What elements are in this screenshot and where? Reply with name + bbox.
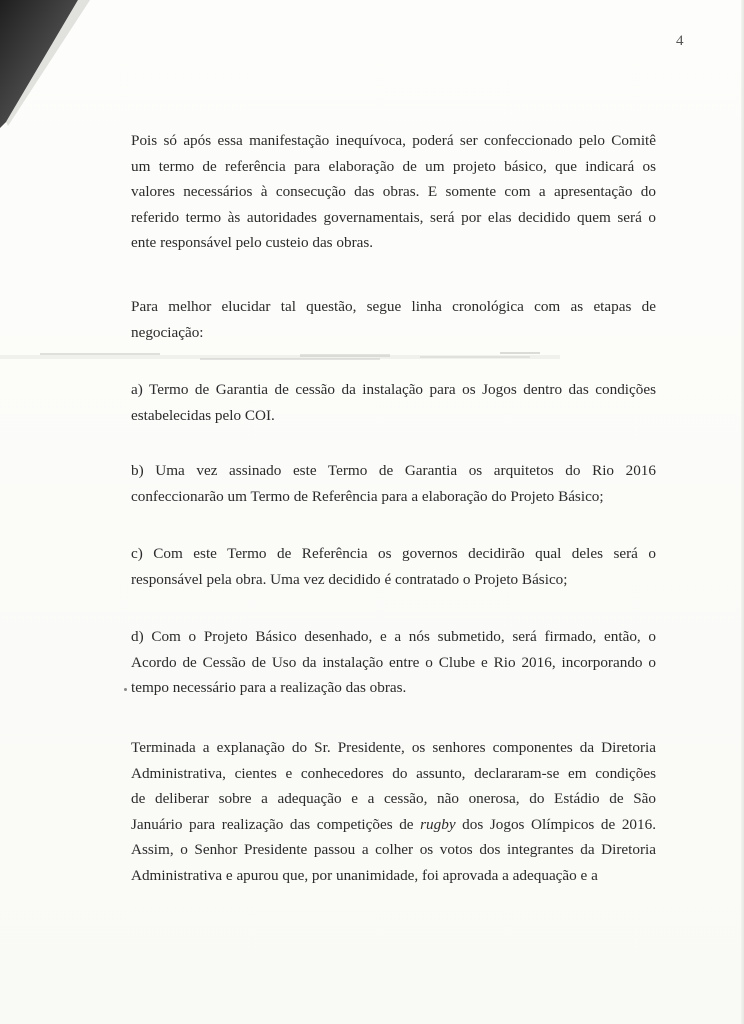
paragraph-line: c) Com este Termo de Referência os governos decidirão qual deles será o: [131, 545, 656, 562]
paragraph-line: confeccionarão um Termo de Referência para a elaboração do Projeto Básico;: [131, 487, 604, 505]
scanner-noise-streak: [0, 346, 744, 368]
line-text: dos Jogos Olímpicos de 2016.: [455, 815, 656, 833]
paragraph-line: ente responsável pelo custeio das obras.: [131, 234, 374, 251]
paragraph-line: d) Com o Projeto Básico desenhado, e a nós submetido, será firmado, então, o: [131, 628, 656, 645]
list-item-b: [131, 458, 656, 509]
paragraph-line: Assim, o Senhor Presidente passou a colher os votos dos integrantes da Diretoria: [131, 841, 656, 858]
paragraph-timeline-intro: [131, 294, 656, 345]
scan-speck: [124, 688, 127, 691]
paragraph-line: responsável pela obra. Uma vez decidido é contratado o Projeto Básico;: [131, 570, 568, 588]
paragraph-line: valores necessários à consecução das obras. E somente com a apresentação do: [131, 183, 656, 200]
list-item-c: [131, 541, 656, 592]
paragraph-line: a) Termo de Garantia de cessão da instalação para os Jogos dentro das condições: [131, 381, 656, 398]
paragraph-line: Pois só após essa manifestação inequívoca, poderá ser confeccionado pelo Comitê: [131, 132, 656, 149]
paragraph-conclusion: [131, 735, 656, 888]
paragraph-line: tempo necessário para a realização das obras.: [131, 679, 407, 696]
paragraph-line: negociação:: [131, 323, 204, 341]
paragraph-intro: [131, 128, 656, 256]
paragraph-line: de deliberar sobre a adequação e a cessão, não onerosa, do Estádio de São: [131, 790, 656, 807]
paragraph-line: [131, 812, 656, 838]
paragraph-line: Administrativa, cientes e conhecedores do assunto, declararam-se em condições: [131, 764, 656, 782]
paragraph-line: Terminada a explanação do Sr. Presidente, os senhores componentes da Diretoria: [131, 739, 656, 756]
paragraph-line: Para melhor elucidar tal questão, segue linha cronológica com as etapas de: [131, 298, 656, 315]
list-item-a: [131, 377, 656, 428]
italic-term: rugby: [420, 815, 456, 833]
list-item-d: [131, 624, 656, 701]
paragraph-line: referido termo às autoridades governamentais, será por elas decidido quem será o: [131, 208, 656, 226]
folded-corner-shadow: [0, 0, 90, 130]
paragraph-line: um termo de referência para elaboração de um projeto básico, que indicará os: [131, 157, 656, 175]
paragraph-line: estabelecidas pelo COI.: [131, 406, 275, 424]
paragraph-line: Acordo de Cessão de Uso da instalação entre o Clube e Rio 2016, incorporando o: [131, 653, 656, 671]
paragraph-line: b) Uma vez assinado este Termo de Garantia os arquitetos do Rio 2016: [131, 462, 656, 479]
paragraph-line: Administrativa e apurou que, por unanimidade, foi aprovada a adequação e a: [131, 866, 598, 884]
line-text: Januário para realização das competições de: [131, 815, 421, 833]
page-number: 4: [676, 33, 684, 49]
